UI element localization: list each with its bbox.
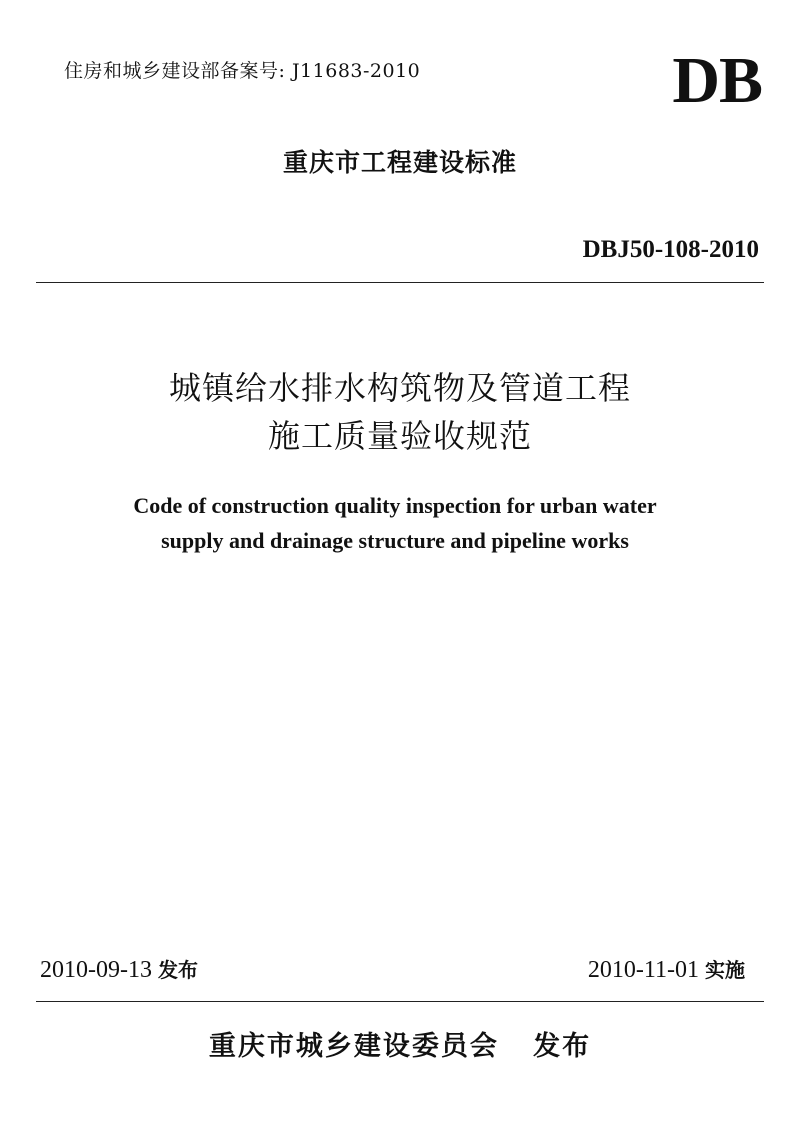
publisher-line [0, 1024, 800, 1063]
effective-date: 2010-11-01 [587, 957, 699, 983]
bottom-divider [36, 1001, 764, 1002]
publisher-name: 重庆市城乡建设委员会 [208, 1031, 499, 1062]
english-title-line-1: Code of construction quality inspection for urban water [133, 493, 657, 518]
issue-label: 发布 [157, 958, 198, 982]
chinese-title [0, 364, 800, 460]
issue-date-block [40, 954, 198, 984]
english-title-line-2: supply and drainage structure and pipeline works [161, 528, 629, 553]
chinese-title-line-1: 城镇给水排水构筑物及管道工程 [168, 369, 631, 407]
filing-number: 住房和城乡建设部备案号: J11683-2010 [64, 60, 421, 82]
effective-date-block [588, 954, 745, 984]
issue-date: 2010-09-13 [40, 957, 152, 983]
standard-type-heading: 重庆市工程建设标准 [282, 148, 517, 177]
effective-label: 实施 [705, 958, 745, 982]
english-title [0, 488, 790, 558]
publish-label: 发布 [533, 1031, 592, 1062]
standard-number: DBJ50-108-2010 [582, 236, 759, 263]
top-divider [36, 282, 764, 283]
db-logo-mark: DB [672, 44, 762, 117]
chinese-title-line-2: 施工质量验收规范 [267, 417, 532, 455]
